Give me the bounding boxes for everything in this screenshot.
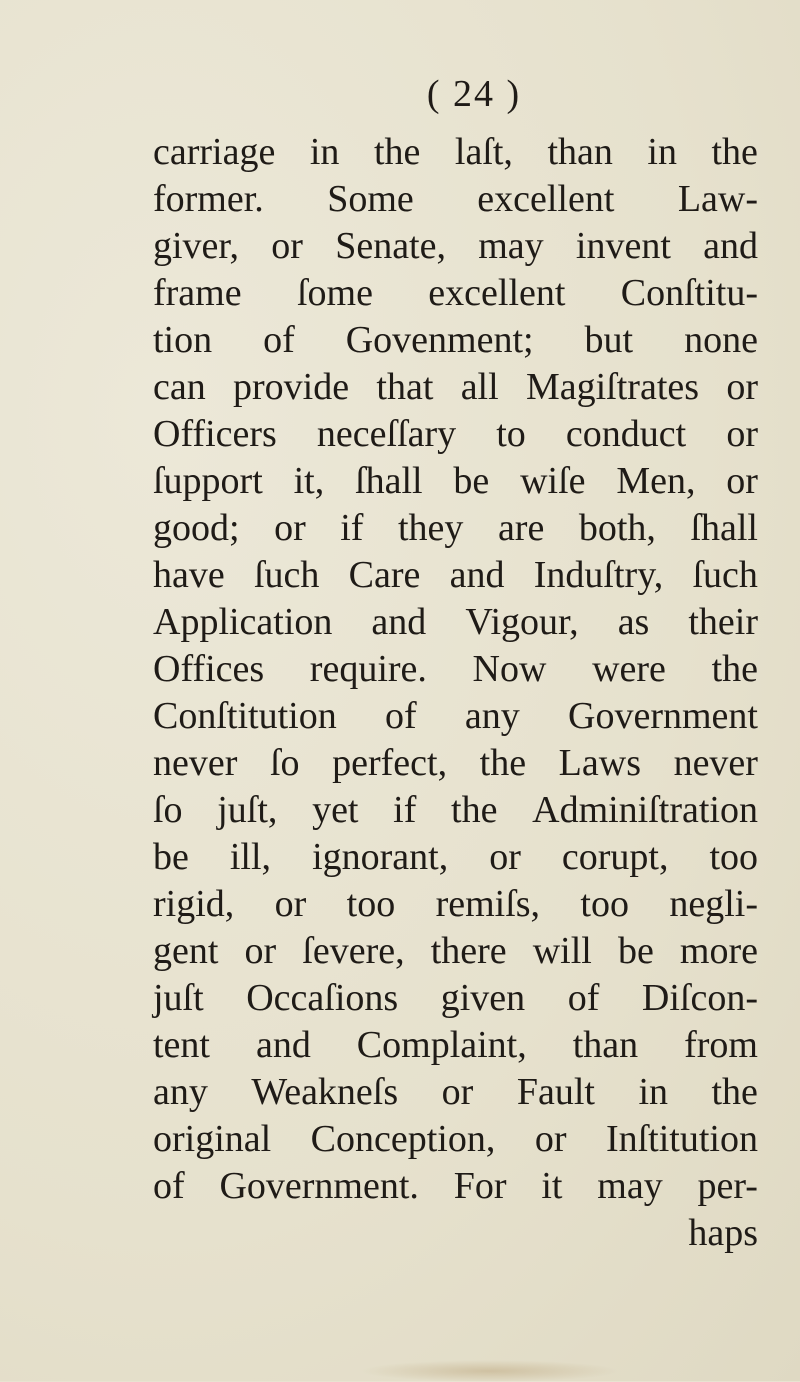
word: Govenment; [345,319,534,361]
word: or [534,1118,567,1160]
word: and [255,1024,311,1066]
word: ſo [153,789,183,831]
text-line [153,693,758,740]
word: given [440,977,526,1019]
word: juſt [153,977,204,1019]
word: the [711,131,758,173]
word: Conſtitution [153,695,337,737]
word: remiſs, [435,883,541,925]
word: have [153,554,225,596]
word: never [153,742,238,784]
word: or [726,460,758,502]
word: or [441,1071,474,1113]
word: Fault [516,1071,595,1113]
word: Weakneſs [251,1071,399,1113]
text-line [153,317,758,364]
word: the [711,1071,758,1113]
word: as [617,601,650,643]
word: rigid, [153,883,235,925]
word: that [376,366,434,408]
word: of [153,1165,185,1207]
word: more [679,930,758,972]
body-text [153,129,758,1257]
word: any [153,1071,208,1113]
page-number: ( 24 ) [426,73,522,115]
word: too [346,883,396,925]
word: of [567,977,600,1019]
word: provide [233,366,350,408]
word: giver, [153,225,240,267]
text-line [153,223,758,270]
word: too [709,836,758,878]
word: none [684,319,758,361]
word: ſo [269,742,300,784]
word: For [453,1165,507,1207]
word: Law- [677,178,758,220]
word: in [638,1071,668,1113]
word: tion [153,319,213,361]
word: ſevere, [302,930,405,972]
text-line [153,270,758,317]
text-line [153,552,758,599]
word: their [688,601,758,643]
text-line [153,646,758,693]
word: good; [153,507,240,549]
word: or [489,836,521,878]
text-line [153,834,758,881]
word: if [340,507,364,549]
word: the [479,742,527,784]
word: former. [153,178,264,220]
text-line [153,1069,758,1116]
word: per- [697,1165,758,1207]
word: Men, [616,460,696,502]
word: too [580,883,629,925]
text-line [153,928,758,975]
word: than [547,131,613,173]
word: Some [327,178,414,220]
word: will [532,930,592,972]
word: both, [578,507,656,549]
word: excellent [428,272,566,314]
word: and [371,601,427,643]
word: be [617,930,654,972]
word: from [684,1024,758,1066]
word: and [703,225,758,267]
word: ſuch [692,554,758,596]
word: negli- [669,883,758,925]
word: invent [575,225,671,267]
word: are [497,507,545,549]
word: excellent [477,178,615,220]
word: or [726,366,758,408]
word: Induſtry, [533,554,664,596]
text-line [153,364,758,411]
text-line [153,787,758,834]
word: never [673,742,758,784]
word: ſhall [355,460,423,502]
word: laſt, [454,131,513,173]
word: to [496,413,526,455]
word: they [397,507,464,549]
text-line [153,1210,758,1257]
word: or [726,413,758,455]
word: neceſſary [316,413,457,455]
word: frame [153,272,242,314]
word: be [153,836,189,878]
word: Conſtitu- [620,272,758,314]
word: the [373,131,421,173]
word: ſhall [690,507,758,549]
text-line [153,881,758,928]
word: or [274,883,307,925]
word: and [449,554,505,596]
word: or [271,225,303,267]
word: Government. [219,1165,419,1207]
word: or [274,507,306,549]
text-line [153,740,758,787]
text-line [153,975,758,1022]
text-line [153,599,758,646]
text-line [153,505,758,552]
word: require. [309,648,427,690]
text-line [153,176,758,223]
word: carriage [153,131,276,173]
text-line [153,411,758,458]
text-line [153,129,758,176]
word: may [597,1165,663,1207]
word: be [453,460,490,502]
word: ill, [229,836,272,878]
paper-stain [360,1360,620,1382]
word: Offices [153,648,265,690]
text-line [153,1163,758,1210]
word: Diſcon- [641,977,758,1019]
word: but [584,319,634,361]
word: if [393,789,417,831]
word: than [572,1024,639,1066]
word: Inſtitution [605,1118,758,1160]
word: Now [472,648,547,690]
word: ſuch [253,554,320,596]
word: juſt, [217,789,278,831]
word: may [478,225,544,267]
word: the [451,789,498,831]
word: Care [348,554,421,596]
word: it [541,1165,563,1207]
word: Conception, [310,1118,496,1160]
word: of [263,319,295,361]
word: of [384,695,417,737]
word: ſome [296,272,373,314]
word: Magiſtrates [525,366,700,408]
word: Occaſions [246,977,399,1019]
word: any [464,695,520,737]
word: in [309,131,340,173]
word: Vigour, [465,601,579,643]
word: ſupport [153,460,263,502]
word: or [244,930,277,972]
word: perfect, [332,742,448,784]
word: Application [153,601,333,643]
word: Senate, [335,225,446,267]
word: can [153,366,206,408]
text-line [153,458,758,505]
word: it, [293,460,325,502]
word: wiſe [520,460,586,502]
word: haps [688,1212,758,1254]
word: Laws [558,742,641,784]
word: the [711,648,758,690]
word: corupt, [561,836,669,878]
word: in [647,131,677,173]
word: tent [153,1024,210,1066]
text-line [153,1022,758,1069]
word: there [430,930,507,972]
text-line [153,1116,758,1163]
word: gent [153,930,219,972]
word: ignorant, [312,836,449,878]
word: Adminiſtration [532,789,758,831]
word: Officers [153,413,277,455]
word: Complaint, [356,1024,527,1066]
word: Government [568,695,758,737]
word: yet [312,789,359,831]
word: original [153,1118,272,1160]
word: all [460,366,499,408]
word: were [592,648,666,690]
word: conduct [565,413,687,455]
